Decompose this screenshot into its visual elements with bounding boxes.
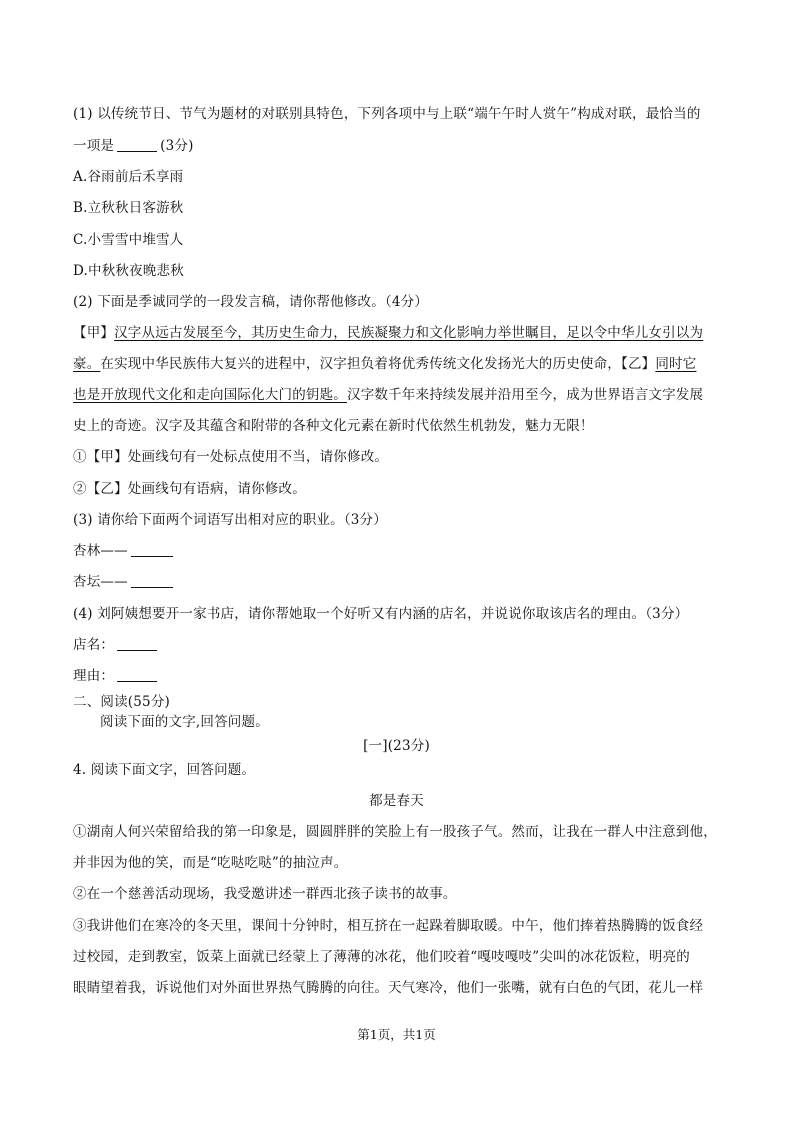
answer-blank[interactable]: [117, 636, 157, 651]
q3-item1: [73, 541, 723, 561]
q2-sub2: ②【乙】处画线句有语病，请你修改。: [73, 481, 306, 497]
answer-blank[interactable]: [131, 542, 173, 557]
q1-option-a: A.谷雨前后禾享雨: [73, 169, 184, 185]
passage-paragraph: 眼睛望着我，诉说他们对外面世界热气腾腾的向往。天气寒冷，他们一张嘴，就有白色的气团，花儿一样: [73, 980, 704, 996]
q3-item1-label: 杏林——: [73, 543, 128, 559]
passage-paragraph: 过校园，走到教室，饭菜上面就已经蒙上了薄薄的冰花，他们咬着“嘎吱嘎吱”尖叫的冰花饭粒，明亮的: [73, 949, 691, 965]
q2-sub1: ①【甲】处画线句有一处标点使用不当，请你修改。: [73, 449, 389, 465]
q2-passage-text: 在实现中华民族伟大复兴的进程中，汉字担负着将优秀传统文化发扬光大的历史使命，【乙】: [100, 356, 656, 372]
q2-passage-text: 汉字数千年来持续发展并沿用至今，成为世界语言文字发展: [347, 387, 704, 403]
q3-stem: (3) 请你给下面两个词语写出相对应的职业。（3分）: [73, 512, 387, 528]
q2-passage-line1: [73, 323, 723, 343]
q4-stem: (4) 刘阿姨想要开一家书店，请你帮她取一个好听又有内涵的店名，并说说你取该店名的理由。（3分）: [73, 606, 689, 622]
passage-paragraph: ②在一个慈善活动现场，我受邀讲述一群西北孩子读书的故事。: [73, 886, 457, 902]
answer-blank[interactable]: [117, 667, 157, 682]
jia-underlined-end: 豪。: [73, 356, 101, 372]
section2-part-label: [一](23分): [363, 738, 430, 754]
q1-stem-prefix: 一项是: [73, 138, 115, 154]
q3-item2: [73, 572, 723, 592]
section2-heading: 二、阅读(55分): [73, 694, 171, 710]
q2-passage-line3: [73, 385, 723, 405]
passage-paragraph: ③我讲他们在寒冷的冬天里，课间十分钟时，相互挤在一起跺着脚取暖。中午，他们捧着热腾腾的饭食经: [73, 918, 704, 934]
q4-reason-line: [73, 666, 723, 686]
q1-option-d: D.中秋秋夜晚悲秋: [73, 263, 184, 279]
q1-stem-line1: (1) 以传统节日、节气为题材的对联别具特色，下列各项中与上联“端午午时人赏午”构成对联，最恰当的: [73, 106, 701, 122]
q4-reading-label: 4. 阅读下面文字，回答问题。: [73, 762, 256, 778]
answer-blank[interactable]: [117, 137, 157, 152]
q2-passage-line4: 史上的奇迹。汉字及其蕴含和附带的各种文化元素在新时代依然生机勃发，魅力无限！: [73, 418, 594, 434]
jia-underlined-text: 汉字从远古发展至今，其历史生命力，民族凝聚力和文化影响力举世瞩目，足以令中华儿女引以为: [114, 325, 704, 341]
jia-tag: 【甲】: [73, 325, 115, 341]
passage-paragraph: ①湖南人何兴荣留给我的第一印象是，圆圆胖胖的笑脸上有一股孩子气。然而，让我在一群人中注意到他，: [73, 824, 717, 840]
yi-underlined-text: 也是开放现代文化和走向国际化大门的钥匙。: [73, 387, 347, 403]
page-footer: 第1页，共1页: [357, 1027, 436, 1042]
q4-reason-label: 理由：: [73, 668, 115, 684]
q4-name-label: 店名：: [73, 637, 115, 653]
answer-blank[interactable]: [131, 573, 173, 588]
q3-item2-label: 杏坛——: [73, 574, 128, 590]
q1-option-c: C.小雪雪中堆雪人: [73, 232, 184, 248]
q2-passage-line2: [73, 354, 723, 374]
q1-score: (3分): [160, 138, 194, 154]
q1-stem-line2: [73, 136, 723, 156]
yi-underlined-start: 同时它: [655, 356, 697, 372]
section2-instruction: 阅读下面的文字,回答问题。: [100, 714, 269, 730]
q2-stem: (2) 下面是季诚同学的一段发言稿，请你帮他修改。（4分）: [73, 294, 429, 310]
q4-name-line: [73, 635, 723, 655]
passage-paragraph: 并非因为他的笑，而是“吃哒吃哒”的抽泣声。: [73, 855, 348, 871]
q1-option-b: B.立秋秋日客游秋: [73, 200, 184, 216]
passage-title: 都是春天: [369, 793, 424, 809]
